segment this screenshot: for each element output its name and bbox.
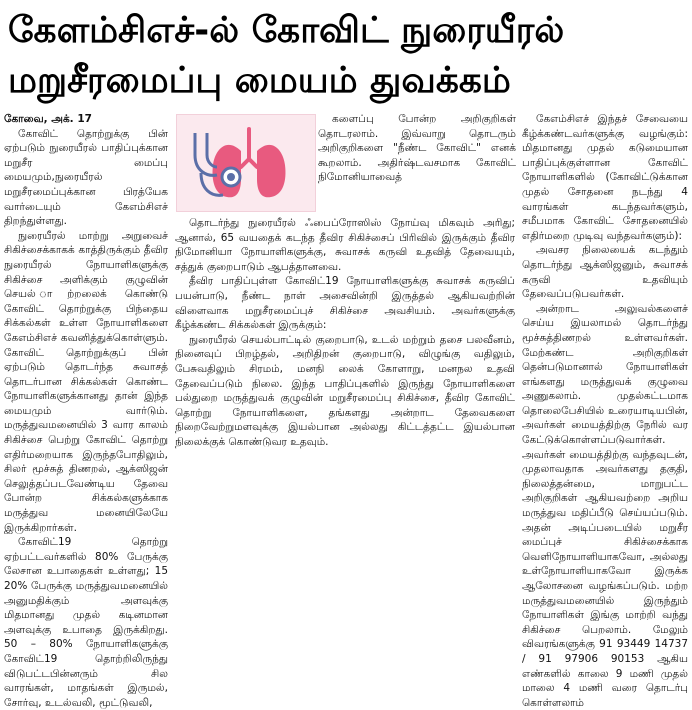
lungs-stethoscope-illustration [176,114,316,212]
paragraph: தொடர்ந்து நுரையீரல் ஃபைப்ரோஸிஸ் நோய்வு மிகவும் அரிது; ஆனால், 65 வயதைக் கடந்த தீவிர சிகிச்சைப் பிரிவில் இருக்கும் தீவிர நிமோனியா நோயாளிகளுக்கு, சுவாசக் கருவி உதவித் தேவையும், சத்துக் குறைபாடும் ஆபத்தானவை. [175,217,515,273]
article-column-2 [175,216,515,450]
paragraph: அன்றாட அலுவல்களைச் செய்ய இயலாமல் தொடர்ந்து மூச்சுத்திணறல் உள்ளவர்கள். மேற்கண்ட அறிகுறிகள் தென்படுமானால் நோயாளிகள் எங்களது மருத்துவக் குழுவை அணுகலாம். முதல்கட்டமாக தொலைபேசியில் உரையாடியபின், அவர்கள் மையத்திற்கு நேரில் வர கேட்டுக்கொள்ளப்படுவார்கள். அவர்கள் மையத்திற்கு வந்தவுடன், முதலாவதாக அவர்களது தகுதி, நிலைத்தன்மை, மாறுபட்ட அறிகுறிகள் ஆகியவற்றை அறிய மருத்துவ மதிப்பீடு செய்யப்படும். அதன் அடிப்படையில் மறுசீர மைப்புச் சிகிச்சைக்காக வெளிநோயாளியாகவோ, அல்லது உள்நோயாளியாகவோ இருக்க ஆலோசனை வழங்கப்படும். மற்ற மருத்துவமனையில் இருந்தும் நோயாளிகள் இங்கு மாற்றி வந்து சிகிச்சை பெறலாம். மேலும் விவரங்களுக்கு 91 93449 14737 / 91 97906 90153 ஆகிய எண்களில் காலை 9 மணி முதல் மாலை 4 மணி வரை தொடர்பு கொள்ளலாம் [522,302,688,709]
paragraph: கோவிட்19 தொற்று ஏற்பட்டவர்களில் 80% பேருக்கு லேசான உபாதைகள் உள்ளது; 15 20% பேருக்கு மருத்துவமனையில் அனுமதிக்கும் அளவுக்கு மிதமானது முதல் கடினமான அளவுக்கு உபாதை இருக்கிறது. 50 – 80% நோயாளிகளுக்கு கோவிட்19 தொற்றிலிருந்து விடுபட்டபின்னரும் சில வாரங்கள், மாதங்கள் இருமல், சோர்வு, உடல்வலி, மூட்டுவலி, [4,536,168,709]
paragraph: நுரையீரல் மாற்று அறுவைச் சிகிச்சைக்காகக் காத்திருக்கும் தீவிர நுரையீரல் நோயாளிகளுக்கு சிகிச்சை அளிக்கும் குழுவின் செயல் ாற்றலைக் கொண்டு கோவிட் தொற்றுக்கு பிந்தைய சிக்கல்கள் உள்ள நோயாளிகளை கேஎம்சிஎச் கவனித்துக்கொள்ளும். கோவிட் தொற்றுக்குப் பின் ஏற்படும் தொடர்ந்த சுவாசத் தொடர்பான சிக்கல்கள் கொண்ட நோயாளிகளுக்கானது தான் இந்த மையமும் வார்டும். மருத்துவமனையில் 3 வார காலம் சிகிச்சை பெற்று கோவிட் தொற்று எதிர்மறையாக இருந்தபோதிலும், சிலர் மூச்சுத் திணறல், ஆக்ஸிஜன் செலுத்தப்படவேண்டிய தேவை போன்ற சிக்கல்களுக்காக மருத்துவ மனையிலேயே இருக்கிறார்கள். [4,229,168,534]
article-column-1 [4,112,168,710]
lungs-stethoscope-icon [177,115,315,211]
paragraph: தீவிர பாதிப்புள்ள கோவிட்19 நோயாளிகளுக்கு சுவாசக் கருவிப் பயன்பாடு, நீண்ட நாள் அசைவின்றி இருத்தல் ஆகியவற்றின் விளைவாக மறுசீரமைப்புச் சிகிச்சை அவசியம். அவர்களுக்கு கீழ்க்கண்ட சிக்கல்கள் இருக்கும்: [175,275,515,332]
paragraph: நுரையீரல் செயல்பாட்டில் குறைபாடு, உடல் மற்றும் தசை பலவீனம், நினைவுப் பிறழ்தல், அறிதிறன் குறைபாடு, விழுங்கு வதிலும், பேசுவதிலும் சிரமம், மனநி லைக் கோளாறு, மனநல உதவி தேவைப்படும் நிலை. இந்த பாதிப்புகளில் இருந்து நோயாளிகளை பல்துறை மருத்துவக் குழுவின் மறுசீரமைப்பு சிகிச்சை, தீவிர கோவிட் தொற்று நோயாளிகளை, தங்களது அன்றாட தேவைகளை நிறைவேற்றுமளவுக்கு இயல்பான அல்லது கிட்டத்தட்ட இயல்பான நிலைக்குக் கொண்டுவர உதவும். [175,333,515,448]
headline-line-1: கேளம்சிஎச்-ல் கோவிட் நுரையீரல் [8,10,565,51]
paragraph: கேஎம்சிஎச் இந்தச் சேவையை கீழ்க்கண்டவர்களுக்கு வழங்கும்: மிதமானது முதல் கடுமையான பாதிப்புக்குள்ளான கோவிட் நோயாளிகளில் (கோவிட்டுக்கான முதல் சோதனை நடந்து 4 வாரங்கள் கடந்தவர்களும், சமீபமாக கோவிட் சோதனையில் எதிர்மறை முடிவு வந்தவர்களும்): [522,113,688,242]
dateline: கோவை, அக். 17 [4,113,92,125]
paragraph: கோவிட் தொற்றுக்கு பின் ஏற்படும் நுரையீரல் பாதிப்புக்கான மறுசீர மைப்பு மையமும்,நுரையீரல் மறுசீரமைப்புக்கான பிரத்யேக வார்டையும் கேஎம்சிஎச் திறந்துள்ளது. [4,127,168,228]
article-column-3-top [318,112,516,185]
paragraph: களைப்பு போன்ற அறிகுறிகள் தொடரலாம். இவ்வாறு தொடரும் அறிகுறிகளை "நீண்ட கோவிட்" எனக் கூறலாம். அதிர்ஷ்டவசமாக கோவிட் நிமோனியாவைத் [318,113,516,184]
headline-line-2: மறுசீரமைப்பு மையம் துவக்கம் [8,60,511,101]
article-column-4 [522,112,688,710]
paragraph: அவசர நிலையைக் கடந்தும் தொடர்ந்து ஆக்ஸிஜனும், சுவாசக் கருவி உதவியும் தேவைப்படுபவர்கள். [522,244,688,301]
headline [8,6,688,106]
